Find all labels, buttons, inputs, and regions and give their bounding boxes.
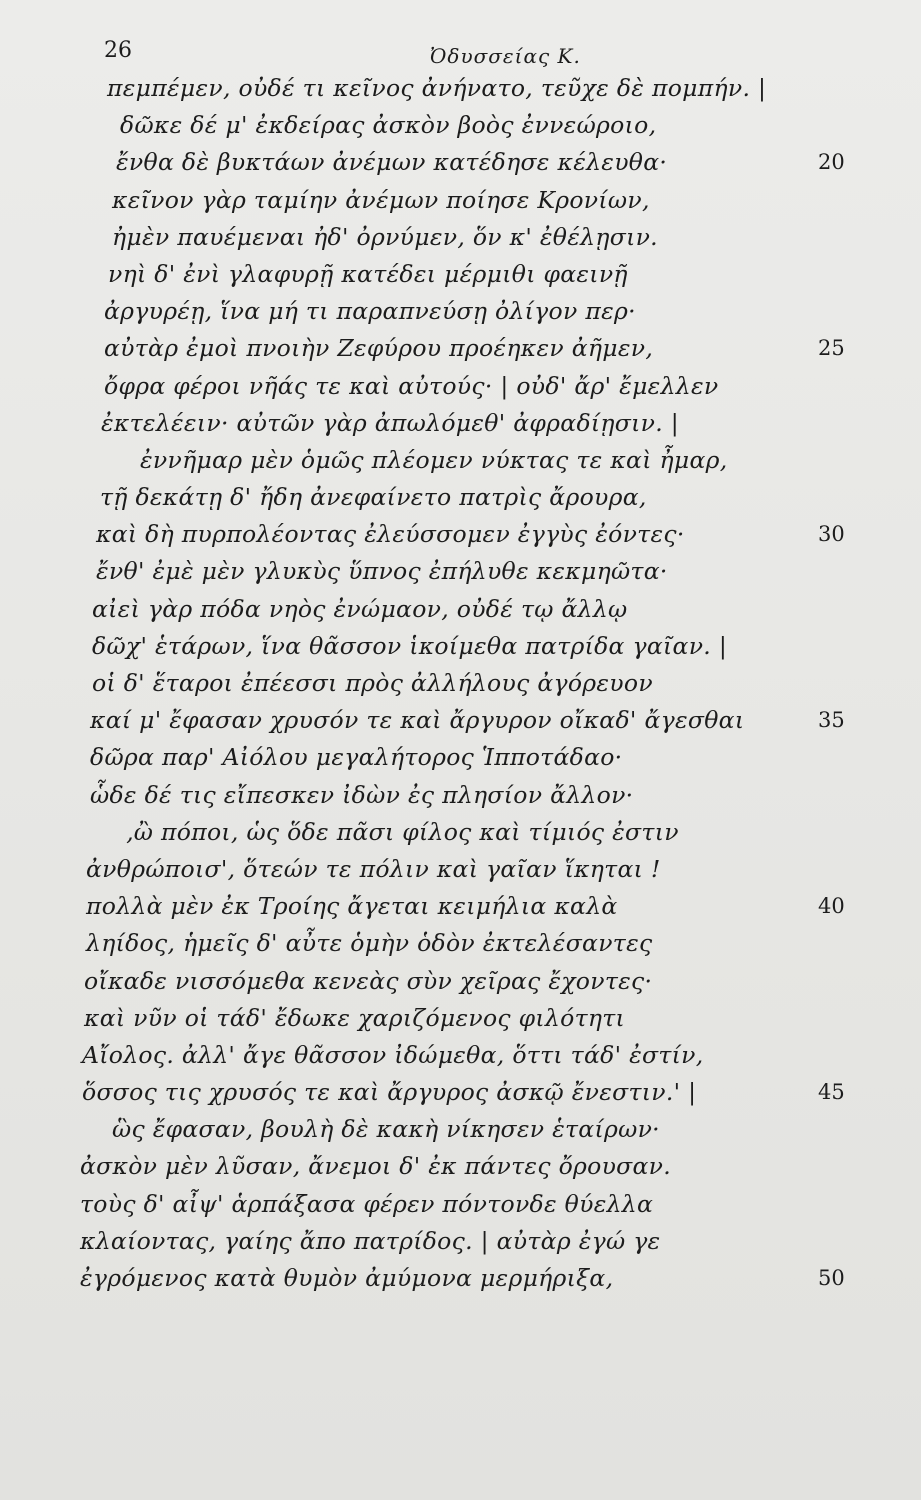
verse-text: νηὶ δ' ἐνὶ γλαφυρῇ κατέδει μέρμιθι φαεινῇ bbox=[108, 259, 628, 288]
verse-text: ἐγρόμενος κατὰ θυμὸν ἀμύμονα μερμήριξα, bbox=[80, 1264, 614, 1292]
verse-line bbox=[0, 1260, 921, 1297]
verse-text: καὶ νῦν οἱ τάδ' ἔδωκε χαριζόμενος φιλότητι bbox=[84, 1003, 626, 1032]
verse-line bbox=[0, 1186, 921, 1223]
verse-line bbox=[0, 219, 921, 256]
verse-text: ληίδος, ἡμεῖς δ' αὖτε ὁμὴν ὁδὸν ἐκτελέσαντες bbox=[86, 929, 653, 958]
verse-line bbox=[0, 107, 921, 144]
verse-line bbox=[0, 665, 921, 702]
verse-text: πολλὰ μὲν ἐκ Τροίης ἄγεται κειμήλια καλὰ bbox=[86, 892, 618, 921]
verse-text: τοὺς δ' αἶψ' ἁρπάξασα φέρεν πόντονδε θύελλα bbox=[80, 1189, 654, 1218]
verse-text: κεῖνον γὰρ ταμίην ἀνέμων ποίησε Κρονίων, bbox=[112, 185, 650, 214]
verse-line bbox=[0, 405, 921, 442]
verse-line bbox=[0, 777, 921, 814]
verse-text: καὶ δὴ πυρπολέοντας ἐλεύσσομεν ἐγγὺς ἐόντες· bbox=[96, 520, 685, 549]
verse-line bbox=[0, 628, 921, 665]
verse-text: αὐτὰρ ἐμοὶ πνοιὴν Ζεφύρου προέηκεν ἀῆμεν, bbox=[104, 334, 654, 363]
verse-text: τῇ δεκάτῃ δ' ἤδη ἀνεφαίνετο πατρὶς ἄρουρα, bbox=[100, 483, 647, 512]
line-number: 45 bbox=[818, 1080, 845, 1105]
verse-line bbox=[0, 1000, 921, 1037]
verse-line bbox=[0, 739, 921, 776]
verse-text: ἔνθα δὲ βυκτάων ἀνέμων κατέδησε κέλευθα· bbox=[116, 148, 668, 177]
page-number: 26 bbox=[104, 38, 132, 63]
verse-line bbox=[0, 963, 921, 1000]
verse-text: δῶχ' ἑτάρων, ἵνα θᾶσσον ἱκοίμεθα πατρίδα γαῖαν. | bbox=[92, 631, 728, 660]
verse-text: ἀνθρώποισ', ὅτεών τε πόλιν καὶ γαῖαν ἵκηται ! bbox=[86, 854, 661, 883]
verse-text: ἀργυρέῃ, ἵνα μή τι παραπνεύσῃ ὀλίγον περ· bbox=[104, 297, 636, 326]
verse-line bbox=[0, 1223, 921, 1260]
verse-text: ἔνθ' ἐμὲ μὲν γλυκὺς ὕπνος ἐπήλυθε κεκμηῶτα· bbox=[96, 557, 668, 586]
verse-line bbox=[0, 888, 921, 925]
verse-line bbox=[0, 256, 921, 293]
verse-text: οἴκαδε νισσόμεθα κενεὰς σὺν χεῖρας ἔχοντες· bbox=[84, 966, 653, 995]
verse-text: ἐκτελέειν· αὐτῶν γὰρ ἀπωλόμεθ' ἀφραδίῃσιν. | bbox=[101, 408, 679, 437]
verse-text: αἰεὶ γὰρ πόδα νηὸς ἐνώμαον, οὐδέ τῳ ἄλλῳ bbox=[92, 594, 628, 623]
verse-line bbox=[0, 1148, 921, 1185]
verse-text: Αἴολος. ἀλλ' ἄγε θᾶσσον ἰδώμεθα, ὅττι τάδ' ἐστίν, bbox=[82, 1040, 704, 1069]
verse-line bbox=[0, 479, 921, 516]
verse-line bbox=[0, 553, 921, 590]
verse-line bbox=[0, 293, 921, 330]
verse-text: δῶκε δέ μ' ἐκδείρας ἀσκὸν βοὸς ἐννεώροιο, bbox=[120, 111, 657, 140]
verse-line bbox=[0, 1111, 921, 1148]
line-number: 50 bbox=[818, 1266, 845, 1290]
verse-text: οἱ δ' ἕταροι ἐπέεσσι πρὸς ἀλλήλους ἀγόρευον bbox=[92, 669, 653, 697]
verse-text: ὧδε δέ τις εἴπεσκεν ἰδὼν ἐς πλησίον ἄλλον· bbox=[90, 780, 634, 809]
line-number: 20 bbox=[818, 150, 845, 175]
verse-text: ὅσσος τις χρυσός τε καὶ ἄργυρος ἀσκῷ ἔνεστιν.' | bbox=[82, 1078, 697, 1107]
verse-line bbox=[0, 368, 921, 405]
line-number: 30 bbox=[818, 522, 845, 547]
verse-text: ἠμὲν παυέμεναι ἠδ' ὀρνύμεν, ὅν κ' ἐθέλῃσιν. bbox=[112, 222, 658, 251]
verse-line bbox=[0, 814, 921, 851]
verse-line bbox=[0, 591, 921, 628]
verse-lines bbox=[0, 70, 921, 1297]
verse-line bbox=[0, 516, 921, 553]
verse-line bbox=[0, 330, 921, 367]
verse-text: κλαίοντας, γαίης ἄπο πατρίδος. | αὐτὰρ ἐγώ γε bbox=[80, 1226, 661, 1255]
verse-line bbox=[0, 70, 921, 107]
line-number: 35 bbox=[818, 708, 845, 733]
verse-text: ἐννῆμαρ μὲν ὁμῶς πλέομεν νύκτας τε καὶ ἦμαρ, bbox=[140, 445, 728, 474]
verse-text: ὣς ἔφασαν, βουλὴ δὲ κακὴ νίκησεν ἑταίρων· bbox=[112, 1115, 660, 1144]
verse-line bbox=[0, 702, 921, 739]
verse-line bbox=[0, 851, 921, 888]
line-number: 40 bbox=[818, 894, 845, 919]
verse-text: καί μ' ἔφασαν χρυσόν τε καὶ ἄργυρον οἴκαδ' ἄγεσθαι bbox=[90, 706, 745, 735]
verse-line bbox=[0, 144, 921, 181]
line-number: 25 bbox=[818, 336, 845, 361]
verse-text: ἀσκὸν μὲν λῦσαν, ἄνεμοι δ' ἐκ πάντες ὄρουσαν. bbox=[80, 1152, 672, 1181]
verse-text: ὄφρα φέροι νῆάς τε καὶ αὐτούς· | οὐδ' ἄρ' ἔμελλεν bbox=[104, 371, 719, 400]
verse-line bbox=[0, 925, 921, 962]
verse-text: δῶρα παρ' Αἰόλου μεγαλήτορος Ἱπποτάδαο· bbox=[90, 743, 623, 772]
verse-line bbox=[0, 1037, 921, 1074]
verse-line bbox=[0, 1074, 921, 1111]
verse-text: πεμπέμεν, οὐδέ τι κεῖνος ἀνήνατο, τεῦχε δὲ πομπήν. | bbox=[107, 74, 767, 102]
verse-line bbox=[0, 442, 921, 479]
verse-line bbox=[0, 182, 921, 219]
running-head: Ὀδυσσείας Κ. bbox=[430, 44, 581, 68]
verse-text: ‚ὢ πόποι, ὡς ὅδε πᾶσι φίλος καὶ τίμιός ἐστιν bbox=[126, 817, 679, 846]
